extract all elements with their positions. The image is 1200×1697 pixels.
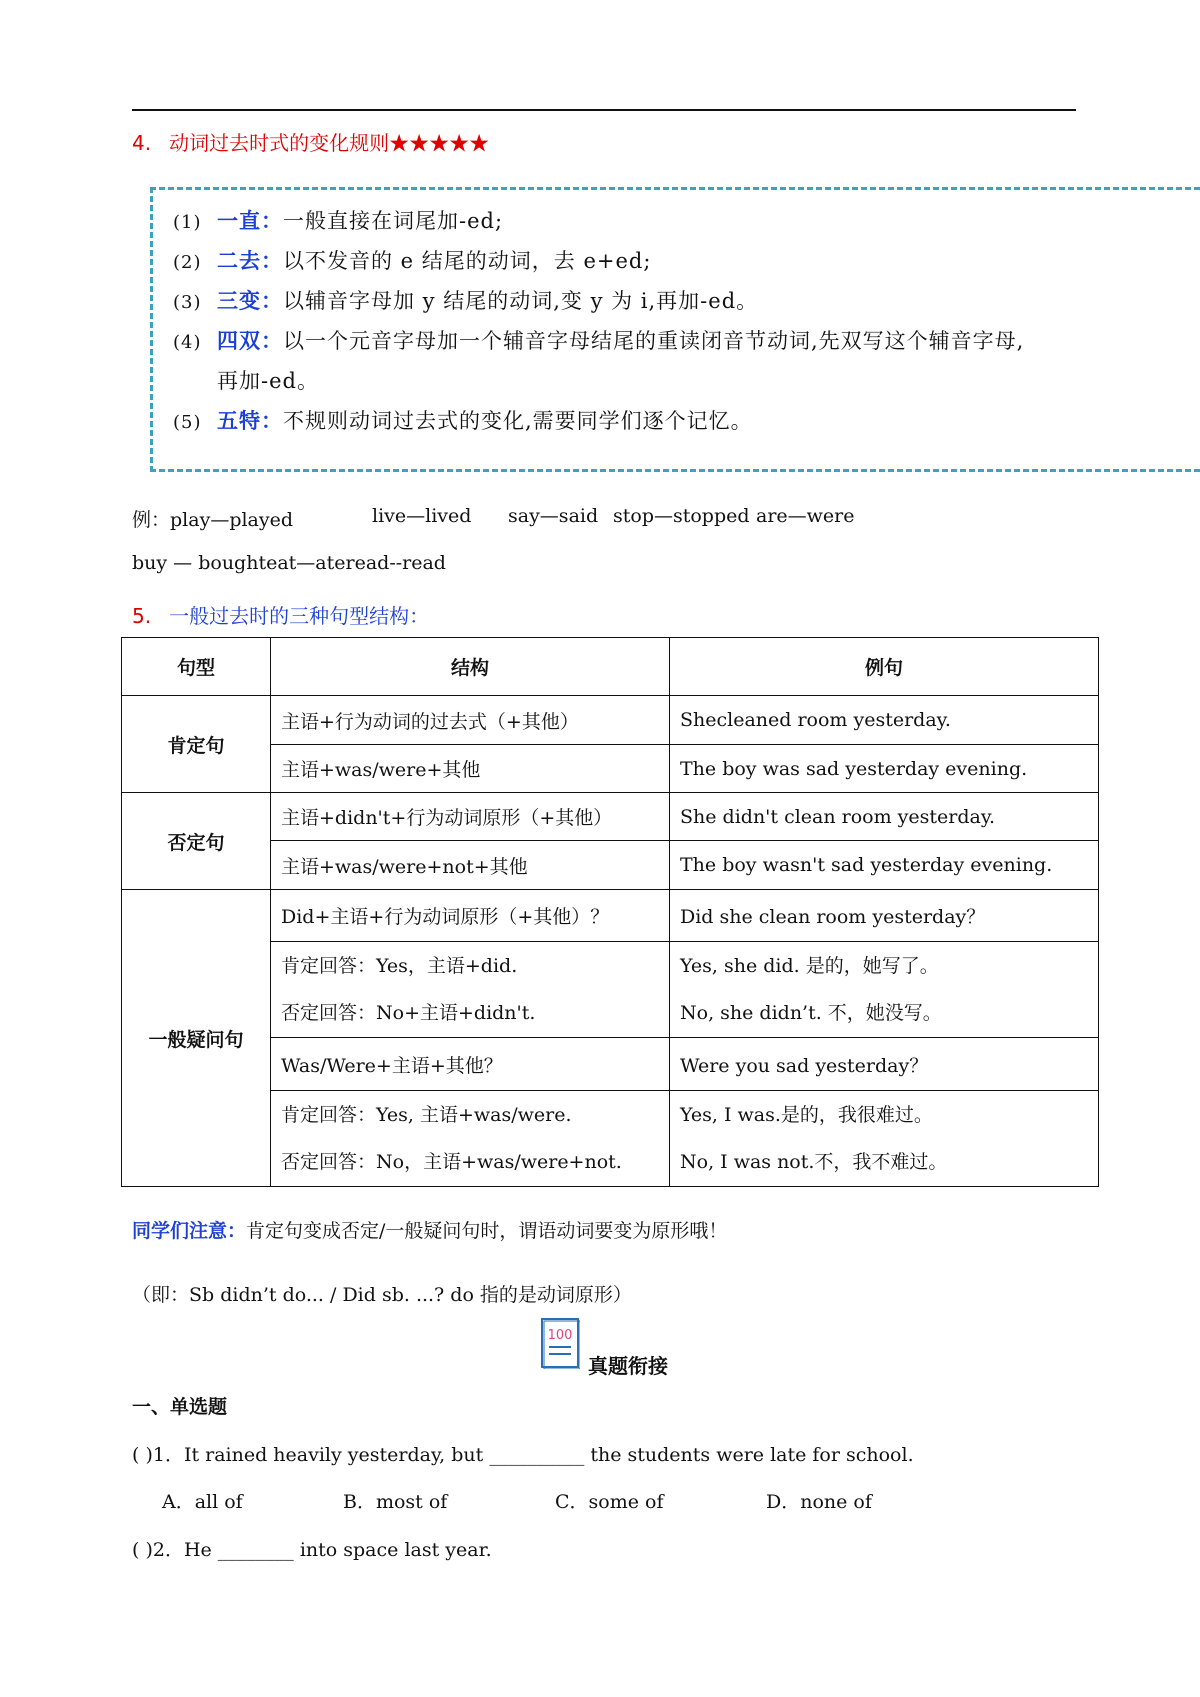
section-5-title: 一般过去时的三种句型结构： [169,604,430,628]
note-line [132,1216,727,1243]
example-cell: The boy wasn't sad yesterday evening. [670,841,1099,890]
section-label: 真题衔接 [588,1354,668,1378]
rule-1 [173,204,503,240]
example-cell [670,1091,1099,1187]
option-a: A．all of [162,1491,243,1513]
exercise-heading: 一、单选题 [132,1396,228,1418]
header-cell: 例句 [670,638,1099,696]
section-4-number: 4. [132,131,152,155]
structure-cell: Did+主语+行为动词原形（+其他）？ [271,890,670,942]
sentence-type-cell: 肯定句 [122,696,271,793]
header-rule [132,109,1076,111]
rule-text: 不规则动词过去式的变化,需要同学们逐个记忆。 [283,409,753,433]
note-text: 肯定句变成否定/一般疑问句时，谓语动词要变为原形哦！ [246,1220,728,1242]
rule-keyword: 一直： [217,208,283,233]
grammar-table [121,637,1099,1187]
table-row [122,696,1099,745]
structure-cell: 主语+didn't+行为动词原形（+其他） [271,793,670,841]
structure-cell: 主语+was/were+not+其他 [271,841,670,890]
header-cell: 句型 [122,638,271,696]
rule-number: (2) [173,252,202,273]
answer-no: 否定回答：No+主语+didn't. [281,1001,536,1024]
section-5-number: 5. [132,604,152,628]
rule-keyword: 三变： [217,288,283,313]
section-5-heading [132,600,429,629]
rule-text: 以一个元音字母加一个辅音字母结尾的重读闭音节动词,先双写这个辅音字母, [283,329,1025,353]
structure-cell: Was/Were+主语+其他？ [271,1038,670,1091]
example-item: are—were [756,505,855,527]
question-1: ( )1．It rained heavily yesterday, but __________ the students were late for school. [132,1444,914,1466]
example-cell: She didn't clean room yesterday. [670,793,1099,841]
note-line-2: （即：Sb didn’t do... / Did sb. ...? do 指的是动词原形） [132,1284,632,1306]
rule-3 [173,284,758,320]
rule-keyword: 二去： [217,248,283,273]
example-item: live—lived [372,505,472,527]
rule-text: 以辅音字母加 y 结尾的动词,变 y 为 i,再加-ed。 [283,289,759,313]
answer-yes: Yes, she did. 是的，她写了。 [680,954,939,977]
rule-text: 再加-ed。 [217,369,319,393]
example-item: stop—stopped [613,505,750,527]
table-header-row [122,638,1099,696]
rule-4 [173,324,1024,360]
section-4-title: 动词过去时式的变化规则★★★★★ [169,131,490,155]
option-b: B．most of [343,1491,448,1513]
rule-number: (3) [173,292,202,313]
answer-yes: 肯定回答：Yes, 主语+was/were. [281,1103,572,1126]
sentence-type-cell: 否定句 [122,793,271,890]
score-notepad-icon [540,1317,580,1369]
example-item: say—said [508,505,599,527]
header-cell: 结构 [271,638,670,696]
rule-text: 一般直接在词尾加-ed; [283,209,504,233]
structure-cell: 主语+行为动词的过去式（+其他） [271,696,670,745]
answer-yes: 肯定回答：Yes，主语+did. [281,954,518,977]
rule-text: 以不发音的 e 结尾的动词，去 e+ed; [283,249,652,273]
structure-cell: 主语+was/were+其他 [271,745,670,793]
example-item: play—played [170,509,294,531]
examples-label: 例： [132,509,171,531]
answer-yes: Yes, I was.是的，我很难过。 [680,1103,933,1126]
example-cell [670,942,1099,1038]
rule-5 [173,404,753,440]
option-d: D．none of [766,1491,872,1513]
example-cell: The boy was sad yesterday evening. [670,745,1099,793]
answer-no: No, I was not.不，我不难过。 [680,1150,948,1173]
rule-number: (4) [173,332,202,353]
example-cell: Were you sad yesterday？ [670,1038,1099,1091]
rule-2 [173,244,651,280]
sentence-type-cell: 一般疑问句 [122,890,271,1187]
structure-cell [271,1091,670,1187]
rule-keyword: 四双： [217,328,283,353]
rule-4-continued [217,364,319,398]
option-c: C．some of [555,1491,664,1513]
section-4-heading [132,127,489,156]
rule-keyword: 五特： [217,408,283,433]
examples-line-1 [132,505,293,532]
table-row [122,793,1099,841]
rule-number: (1) [173,212,202,233]
rules-box [150,187,1200,472]
example-cell: Shecleaned room yesterday. [670,696,1099,745]
rule-number: (5) [173,412,202,433]
answer-no: 否定回答：No，主语+was/were+not. [281,1150,622,1173]
answer-no: No, she didn’t. 不，她没写。 [680,1001,942,1024]
examples-line-2: buy — boughteat—ateread--read [132,552,446,574]
structure-cell [271,942,670,1038]
note-label: 同学们注意： [132,1220,247,1242]
table-row [122,890,1099,942]
svg-text:100: 100 [547,1328,573,1343]
question-2: ( )2．He ________ into space last year. [132,1539,492,1561]
example-cell: Did she clean room yesterday？ [670,890,1099,942]
